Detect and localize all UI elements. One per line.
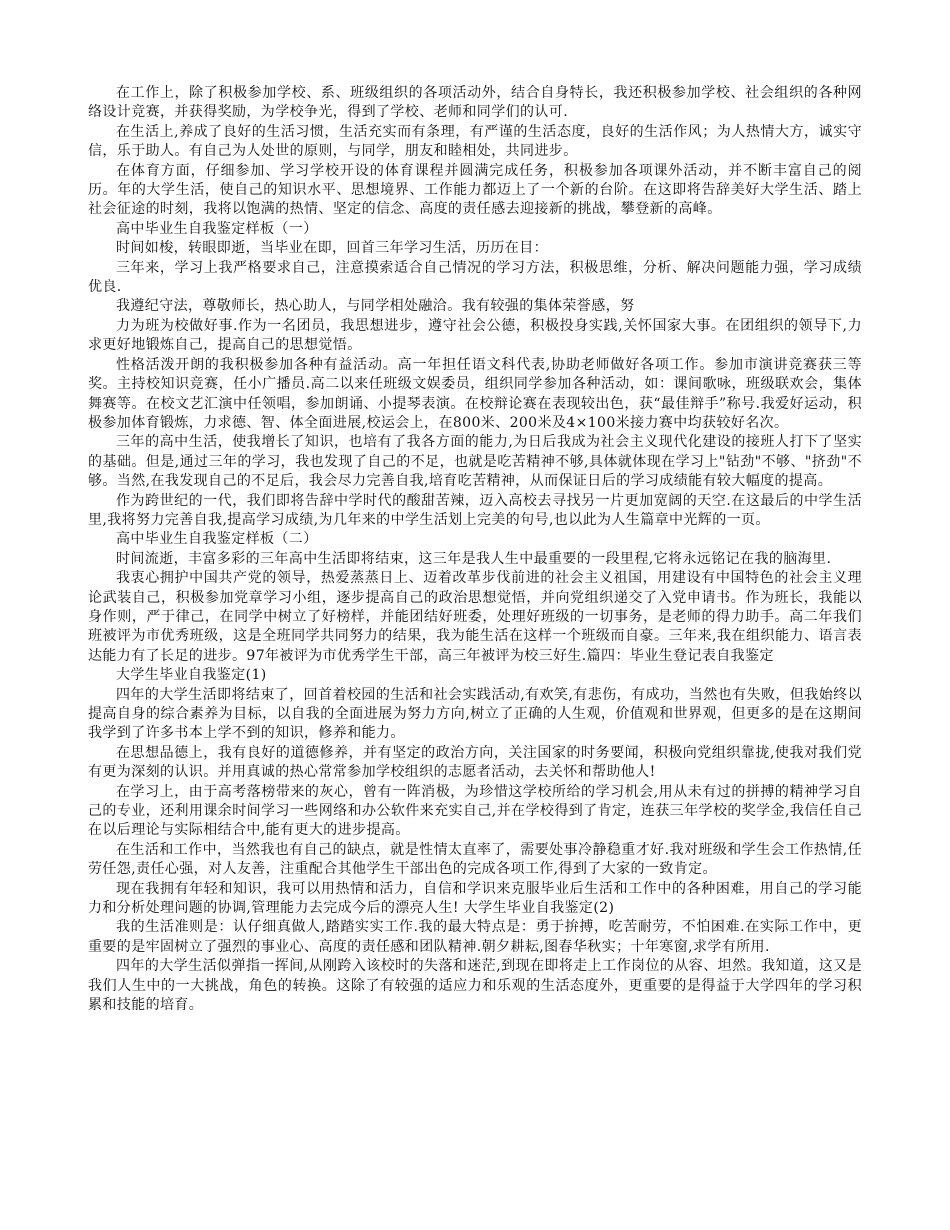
paragraph-sports: 在体育方面，仔细参加、学习学校开设的体育课程并圆满完成任务，积极参加各项课外活动，并不断丰富自己的阅历。年的大学生活，使自己的知识水平、思想境界、工作能力都迈上了一个新的台阶。在这即将告辞美好大学生活、踏上社会征途的时刻，我将以饱满的热情、坚定的信念、高度的责任感去迎接新的挑战，攀登新的高峰。 xyxy=(88,162,862,218)
paragraph-college-study: 在学习上，由于高考落榜带来的灰心，曾有一阵消极，为珍惜这学校所给的学习机会,用从未有过的拼搏的精神学习自己的专业，还利用课余时间学习一些网络和办公软件来充实自己,并在学校得到了肯定，连获三年学校的奖学金,我信任自己在以后理论与实际相结合中,能有更大的进步提高。 xyxy=(88,783,862,839)
paragraph-life: 在生活上,养成了良好的生活习惯，生活充实而有条理，有严谨的生活态度，良好的生活作风；为人热情大方，诚实守信，乐于助人。有自己为人处世的原则，与同学，朋友和睦相处，共同进步。 xyxy=(88,123,862,160)
paragraph-time-passes: 时间流逝，丰富多彩的三年高中生活即将结束，这三年是我人生中最重要的一段里程,它将永远铭记在我的脑海里. xyxy=(116,550,832,567)
paragraph-college-life: 四年的大学生活似弹指一挥间,从刚跨入该校时的失落和迷茫,到现在即将走上工作岗位的从容、坦然。我知道，这又是我们人生中的一大挑战，角色的转换。这除了有较强的适应力和乐观的生活态度外，更重要的是得益于大学四年的学习积累和技能的培育。 xyxy=(88,958,862,1014)
paragraph-time-flies: 时间如梭，转眼即逝，当毕业在即，回首三年学习生活，历历在目： xyxy=(116,240,548,257)
paragraph-activities: 性格活泼开朗的我积极参加各种有益活动。高一年担任语文科代表,协助老师做好各项工作。参加市演讲竞赛获三等奖。主持校知识竞赛，任小广播员.高二以来任班级文娱委员，组织同学参加各种活动，如：课间歌咏，班级联欢会，集体舞赛等。在校文艺汇演中任领唱，参加朗诵、小提琴表演。在校辩论赛在表现较出色，获“最佳辩手”称号.我爱好运动，积极参加体育锻炼，力求德、智、体全面进展,校运会上，在800米、200米及4×100米接力赛中均获较好名次。 xyxy=(88,356,862,431)
section-heading-college-1: 大学生毕业自我鉴定(1) xyxy=(116,667,267,684)
paragraph-high-school-growth: 三年的高中生活，使我增长了知识，也培有了我各方面的能力,为日后我成为社会主义现代化建设的接班人打下了坚实的基础。但是,通过三年的学习，我也发现了自己的不足，也就是吃苦精神不够,具体就体现在学习上"钻劲"不够、"挤劲"不够。当然,在我发现自己的不足后，我会尽力完善自我,培育吃苦精神，从而保证日后的学习成绩能有较大幅度的提高。 xyxy=(88,434,862,490)
paragraph-study: 三年来，学习上我严格要求自己，注意摸索适合自己情况的学习方法，积极思维，分析、解决问题能力强，学习成绩优良. xyxy=(88,259,862,296)
paragraph-new-generation: 作为跨世纪的一代，我们即将告辞中学时代的酸甜苦辣，迈入高校去寻找另一片更加宽阔的天空.在这最后的中学生活里,我将努力完善自我,提高学习成绩,为几年来的中学生活划上完美的句号,也以此为人生篇章中光辉的一页。 xyxy=(88,492,862,528)
paragraph-morality: 在思想品德上，我有良好的道德修养，并有坚定的政治方向，关注国家的时务要闻，积极向党组织靠拢,使我对我们党有更为深刻的认识。并用真诚的热心常常参加学校组织的志愿者活动，去关怀和帮助他人! xyxy=(88,744,862,781)
paragraph-discipline: 我遵纪守法，尊敬师长，热心助人，与同学相处融洽。我有较强的集体荣誉感，努 xyxy=(116,298,635,315)
section-heading-sample-2: 高中毕业生自我鉴定样板（二） xyxy=(116,531,318,548)
paragraph-life-work: 在生活和工作中，当然我也有自己的缺点，就是性情太直率了，需要处事冷静稳重才好.我对班级和学生会工作热情,任劳任怨,责任心强，对人友善，注重配合其他学生干部出色的完成各项工作,得到了大家的一致肯定。 xyxy=(88,841,862,878)
paragraph-four-years: 四年的大学生活即将结束了，回首着校园的生活和社会实践活动,有欢笑,有悲伤，有成功，当然也有失败，但我始终以提高自身的综合素养为目标，以自我的全面进展为努力方向,树立了正确的人生观，价值观和世界观，但更多的是在这期间我学到了许多书本上学不到的知识，修养和能力。 xyxy=(88,686,862,742)
paragraph-now: 现在我拥有年轻和知识，我可以用热情和活力，自信和学识来克服毕业后生活和工作中的各种困难，用自己的学习能力和分析处理问题的协调,管理能力去完成今后的漂亮人生! 大学生毕业自我鉴定(2) xyxy=(88,880,862,917)
paragraph-work: 在工作上，除了积极参加学校、系、班级组织的各项活动外，结合自身特长，我还积极参加学校、社会组织的各种网络设计竞赛，并获得奖励，为学校争光，得到了学校、老师和同学们的认可. xyxy=(88,85,862,121)
section-heading-sample-1: 高中毕业生自我鉴定样板（一） xyxy=(116,220,318,237)
paragraph-party-support: 我衷心拥护中国共产党的领导，热爱蒸蒸日上、迈着改革步伐前进的社会主义祖国，用建设有中国特色的社会主义理论武装自己，积极参加党章学习小组，逐步提高自己的政治思想觉悟，并向党组织递交了入党申请书。作为班长，我能以身作则，严于律己，在同学中树立了好榜样，并能团结好班委，处理好班级的一切事务，是老师的得力助手。高二年我们班被评为市优秀班级，这是全班同学共同努力的结果，我为能生活在这样一个班级而自豪。三年来,我在组织能力、语言表达能力有了长足的进步。97年被评为市优秀学生干部，高三年被评为校三好生.篇四：毕业生登记表自我鉴定 xyxy=(88,570,862,664)
paragraph-principles: 我的生活准则是：认仔细真做人,踏踏实实工作.我的最大特点是：勇于拚搏，吃苦耐劳，不怕困难.在实际工作中，更重要的是牢固树立了强烈的事业心、高度的责任感和团队精神.朝夕耕耘,图春华秋实；十年寒窗,求学有所用. xyxy=(88,919,862,955)
paragraph-league-member: 力为班为校做好事.作为一名团员，我思想进步，遵守社会公德，积极投身实践,关怀国家大事。在团组织的领导下,力求更好地锻炼自己，提高自己的思想觉悟。 xyxy=(88,317,862,354)
